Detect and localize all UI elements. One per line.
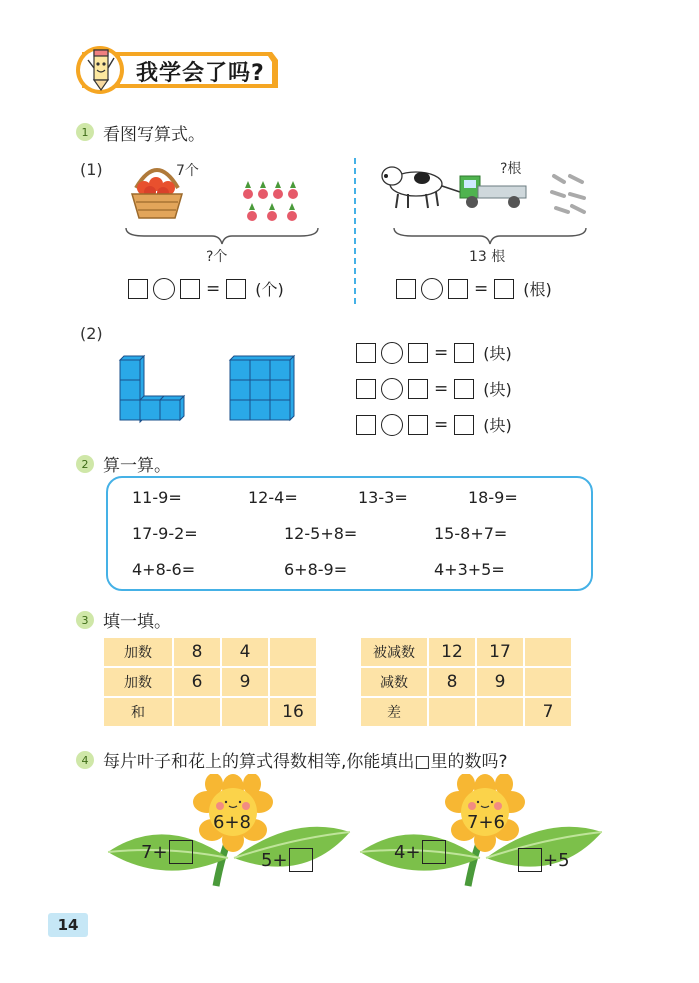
question-number-3: 3	[76, 611, 94, 629]
leaf-expression: +5	[543, 849, 570, 871]
answer-box[interactable]	[518, 848, 542, 872]
cube-grid-image	[226, 352, 298, 424]
answer-box[interactable]	[128, 279, 148, 299]
leaf-expression: 7+	[141, 841, 168, 863]
left-equation: = (个)	[128, 277, 284, 300]
answer-cell[interactable]	[525, 668, 571, 696]
answer-box[interactable]	[448, 279, 468, 299]
addition-table	[102, 636, 318, 728]
answer-box[interactable]	[356, 343, 376, 363]
answer-box[interactable]	[454, 379, 474, 399]
answer-cell[interactable]	[270, 668, 316, 696]
answer-box[interactable]	[356, 415, 376, 435]
operator-circle[interactable]	[381, 342, 403, 364]
answer-box[interactable]	[180, 279, 200, 299]
question-number-1: 1	[76, 123, 94, 141]
table-cell: 4	[222, 638, 268, 666]
operator-circle[interactable]	[153, 278, 175, 300]
answer-cell[interactable]	[270, 638, 316, 666]
part-2-equation-1: = (块)	[356, 341, 512, 364]
calc-item: 11-9=	[132, 488, 182, 507]
answer-box[interactable]	[408, 343, 428, 363]
left-top-label: 7个	[176, 163, 199, 179]
answer-box[interactable]	[169, 840, 193, 864]
answer-box[interactable]	[408, 415, 428, 435]
subtraction-table	[359, 636, 573, 728]
operator-circle[interactable]	[381, 378, 403, 400]
question-2-text: 算一算。	[103, 456, 171, 476]
table-cell: 16	[270, 698, 316, 726]
flower-center-equation: 7+6	[467, 812, 505, 833]
row-label: 被减数	[361, 638, 427, 666]
calc-item: 17-9-2=	[132, 524, 198, 543]
table-cell: 7	[525, 698, 571, 726]
bones-image	[548, 172, 588, 216]
row-label: 加数	[104, 668, 172, 696]
leaf-expression: 4+	[394, 841, 421, 863]
answer-cell[interactable]	[429, 698, 475, 726]
flower-center-equation: 6+8	[213, 812, 251, 833]
table-cell: 17	[477, 638, 523, 666]
left-leaf-equation	[141, 840, 193, 864]
operator-circle[interactable]	[421, 278, 443, 300]
unit-label: (块)	[483, 380, 512, 399]
page-number: 14	[48, 913, 88, 937]
row-label: 和	[104, 698, 172, 726]
answer-box[interactable]	[396, 279, 416, 299]
calc-item: 6+8-9=	[284, 560, 348, 579]
left-bottom-label: ?个	[206, 249, 228, 265]
calc-item: 13-3=	[358, 488, 408, 507]
answer-box[interactable]	[356, 379, 376, 399]
right-equation: = (根)	[396, 277, 552, 300]
unit-label: (根)	[523, 280, 552, 299]
right-leaf-equation	[261, 848, 313, 872]
part-2-equation-3: = (块)	[356, 413, 512, 436]
calculation-box	[106, 476, 593, 591]
answer-box[interactable]	[226, 279, 246, 299]
answer-box[interactable]	[454, 415, 474, 435]
part-1-label: (1)	[80, 160, 103, 179]
right-bottom-label: 13 根	[469, 249, 506, 265]
table-cell: 8	[174, 638, 220, 666]
left-leaf-equation	[394, 840, 446, 864]
question-number-2: 2	[76, 455, 94, 473]
radishes-image	[240, 180, 308, 226]
calc-item: 12-4=	[248, 488, 298, 507]
table-cell: 6	[174, 668, 220, 696]
calc-item: 12-5+8=	[284, 524, 358, 543]
row-label: 加数	[104, 638, 172, 666]
section-title: 我学会了吗?	[136, 61, 265, 86]
table-row	[361, 668, 571, 696]
row-label: 差	[361, 698, 427, 726]
pencil-mascot-icon	[86, 46, 116, 92]
answer-box[interactable]	[494, 279, 514, 299]
unit-label: (块)	[483, 344, 512, 363]
answer-box[interactable]	[454, 343, 474, 363]
table-row	[361, 698, 571, 726]
l-shaped-cubes-image	[116, 352, 188, 424]
row-label: 减数	[361, 668, 427, 696]
calc-item: 4+8-6=	[132, 560, 196, 579]
table-row	[361, 638, 571, 666]
answer-cell[interactable]	[525, 638, 571, 666]
table-cell: 12	[429, 638, 475, 666]
table-cell: 9	[222, 668, 268, 696]
question-4-text: 每片叶子和花上的算式得数相等,你能填出□里的数吗?	[103, 752, 508, 772]
calc-item: 15-8+7=	[434, 524, 508, 543]
right-leaf-equation	[518, 848, 570, 872]
table-cell: 8	[429, 668, 475, 696]
calc-item: 4+3+5=	[434, 560, 505, 579]
answer-cell[interactable]	[222, 698, 268, 726]
unit-label: (个)	[255, 280, 284, 299]
question-1-text: 看图写算式。	[103, 125, 205, 145]
unit-label: (块)	[483, 416, 512, 435]
table-cell: 9	[477, 668, 523, 696]
calc-item: 18-9=	[468, 488, 518, 507]
table-row	[104, 668, 316, 696]
part-2-label: (2)	[80, 324, 103, 343]
table-row	[104, 638, 316, 666]
answer-cell[interactable]	[174, 698, 220, 726]
leaf-expression: 5+	[261, 849, 288, 871]
operator-circle[interactable]	[381, 414, 403, 436]
right-top-label: ?根	[500, 161, 522, 177]
answer-box[interactable]	[422, 840, 446, 864]
question-3-text: 填一填。	[103, 612, 171, 632]
answer-box[interactable]	[408, 379, 428, 399]
part-2-equation-2: = (块)	[356, 377, 512, 400]
right-brace	[392, 226, 588, 246]
question-number-4: 4	[76, 751, 94, 769]
dashed-divider	[354, 158, 356, 304]
table-row	[104, 698, 316, 726]
answer-cell[interactable]	[477, 698, 523, 726]
left-brace	[124, 226, 320, 246]
answer-box[interactable]	[289, 848, 313, 872]
